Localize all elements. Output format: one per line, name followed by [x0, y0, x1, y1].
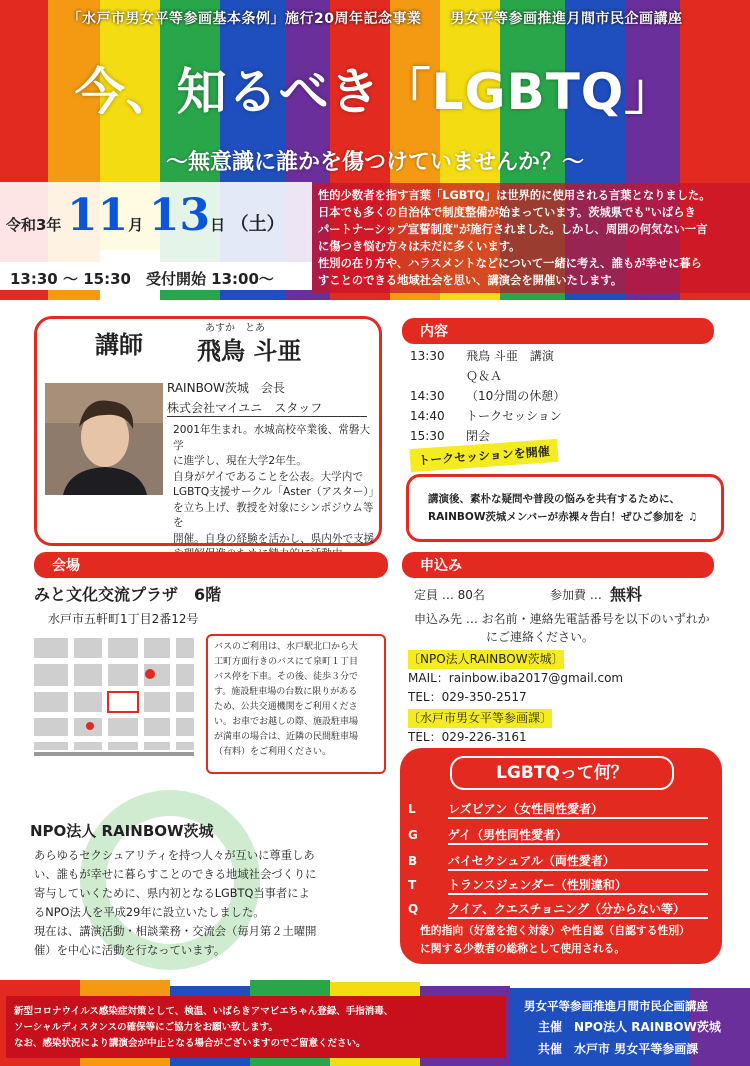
venue-heading: 会場	[34, 552, 388, 578]
lgbtq-item: L レズビアン（女性同性愛者）	[408, 800, 708, 819]
intro-line: パートナーシップ宣誓制度"が施行されました。しかし、周囲の何気ない一言	[318, 223, 708, 236]
intro-text	[312, 183, 750, 293]
intro-line: すことのできる地域社会を思い、講演会を開催いたします。	[318, 274, 623, 287]
speaker-label: 講師	[95, 331, 143, 359]
bus-note: バスのご利用は、水戸駅北口から大 工町方面行きのバスにて泉町１丁目 バス停を下車。その後、徒歩３分で す。施設駐車場の台数に限りがある ため、公共交通機関をご利用くださ い。お車でお越しの際、施設駐車場 が満車の場合は、近隣の民間駐車場 （有料）をご利用ください。	[206, 634, 386, 774]
event-time: 13:30 ～ 15:30 受付開始 13:00～	[10, 270, 274, 288]
schedule-row: 14:30 （10分間の休憩）	[410, 389, 566, 403]
bio-line: 自身がゲイであることを公表。大学内で	[173, 470, 363, 483]
npo-heading: NPO法人 RAINBOW茨城	[30, 822, 214, 840]
apply-contacts	[408, 650, 623, 747]
schedule-row: 13:30 飛鳥 斗亜 講演	[410, 349, 554, 363]
bio-line: を立ち上げ、教授を対象にシンポジウム等を	[173, 501, 374, 529]
contact-mail[interactable]: MAIL：rainbow.iba2017@gmail.com	[408, 671, 624, 685]
bio-line: に進学し、現在大学2年生。	[173, 455, 307, 467]
npo-description: あらゆるセクシュアリティを持つ人々が互いに尊重しあ い、誰もが幸せに暮らすことのできる地域社会づくりに 寄与していくために、県内初となるLGBTQ当事者によ るNPO法人を平成29年に設立いたしました。 現在は、講演活動・相談業務・交流会（毎月第２土曜開 催）を中心に活動を行なっています。	[34, 849, 317, 957]
contact-org-2: 〔水戸市男女平等参画課〕	[408, 709, 552, 728]
venue-name: みと文化交流プラザ 6階	[34, 585, 222, 604]
page-title: 今、知るべき「LGBTQ」	[74, 63, 676, 121]
speaker-ruby: あすか とあ	[205, 323, 265, 334]
lgbtq-note: 性的指向（好意を抱く対象）や性自認（自認する性別） に関する少数者の総称として使用される。	[420, 924, 690, 955]
divider	[167, 416, 367, 417]
lgbtq-item: T トランスジェンダー（性別違和）	[408, 876, 708, 895]
date-weekday: （土）	[230, 214, 285, 235]
speaker-panel	[34, 316, 382, 546]
bio-line: 開催。自身の経験を活かし、県内外で支援	[173, 532, 375, 545]
schedule-row: Ｑ＆Ａ	[466, 369, 503, 383]
venue-address: 水戸市五軒町1丁目2番12号	[48, 612, 199, 626]
speaker-photo	[45, 383, 163, 495]
intro-line: 日本でも多くの自治体で制度整備が始まっています。茨城県でも"いばらき	[318, 206, 696, 219]
talk-session-text: 講演後、素朴な疑問や普段の悩みを共有するために、 RAINBOW茨城メンバーが赤裸々告白！ぜひご参加を ♫	[428, 493, 698, 523]
footer-cohost: 共催 水戸市 男女平等参画課	[538, 1042, 699, 1056]
speaker-affil-1: RAINBOW茨城 会長	[167, 381, 285, 395]
contact-org-1: 〔NPO法人RAINBOW茨城〕	[408, 650, 564, 669]
intro-line: に傷つき悩む方々は未だに多くいます。	[318, 240, 521, 253]
schedule-row: 14:40 トークセッション	[410, 409, 562, 423]
header-top-line: 「水戸市男女平等参画基本条例」施行20周年記念事業 男女平等参画推進月間市民企画講座	[67, 11, 683, 27]
contact-tel-2: TEL：029-226-3161	[408, 730, 527, 744]
apply-capacity: 定員 … 80名	[414, 588, 485, 602]
speaker-bio	[173, 423, 379, 563]
footer-host: 主催 NPO法人 RAINBOW茨城	[538, 1020, 721, 1034]
lgbtq-item: G ゲイ（男性同性愛者）	[408, 826, 708, 845]
event-date	[6, 190, 285, 241]
contact-tel-1: TEL：029-350-2517	[408, 690, 527, 704]
apply-instructions: 申込み先 … お名前・連絡先電話番号を以下のいずれか にご連絡ください。	[414, 612, 710, 644]
lgbtq-item: Q クイア、クエスチョニング（分からない等）	[408, 900, 708, 919]
speaker-name: 飛鳥 斗亜	[197, 337, 302, 365]
intro-line: 性別の在り方や、ハラスメントなどについて一緒に考え、誰もが幸せに暮ら	[318, 257, 702, 270]
bio-line: 2001年生まれ。水城高校卒業後、常磐大学	[173, 424, 371, 452]
date-day-unit: 日	[210, 216, 226, 234]
lgbtq-item: B バイセクシュアル（両性愛者）	[408, 852, 708, 871]
date-era: 令和3年	[6, 216, 62, 234]
footer-org-title: 男女平等参画推進月間市民企画講座	[524, 999, 708, 1013]
content-schedule	[410, 346, 565, 446]
date-day: 13	[148, 190, 211, 241]
covid-notice: 新型コロナウイルス感染症対策として、検温、いばらきアマビエちゃん登録、手指消毒、 ソーシャルディスタンスの確保等にご協力をお願い致します。 なお、感染状況により講演会が中止となる場合がございますのでご留意ください。	[14, 1006, 394, 1049]
schedule-row: 15:30 閉会	[410, 429, 491, 443]
date-month-unit: 月	[128, 216, 144, 234]
intro-line: 性的少数者を指す言葉「LGBTQ」は世界的に使用される言葉となりました。	[318, 189, 711, 202]
bio-line: LGBTQ支援サークル「Aster（アスター）」	[173, 486, 380, 498]
lgbtq-heading: LGBTQって何？	[450, 756, 674, 790]
speaker-affil-2: 株式会社マイユニ スタッフ	[167, 401, 323, 415]
date-month: 11	[67, 190, 129, 241]
apply-fee: 無料	[610, 585, 643, 604]
venue-map	[30, 628, 200, 778]
content-heading: 内容	[402, 318, 714, 344]
page-subtitle: 〜無意識に誰かを傷つけていませんか？〜	[165, 150, 584, 175]
talk-session-tag: トークセッションを開催	[409, 439, 558, 472]
apply-fee-label: 参加費 …	[550, 588, 602, 602]
apply-heading: 申込み	[402, 552, 714, 578]
